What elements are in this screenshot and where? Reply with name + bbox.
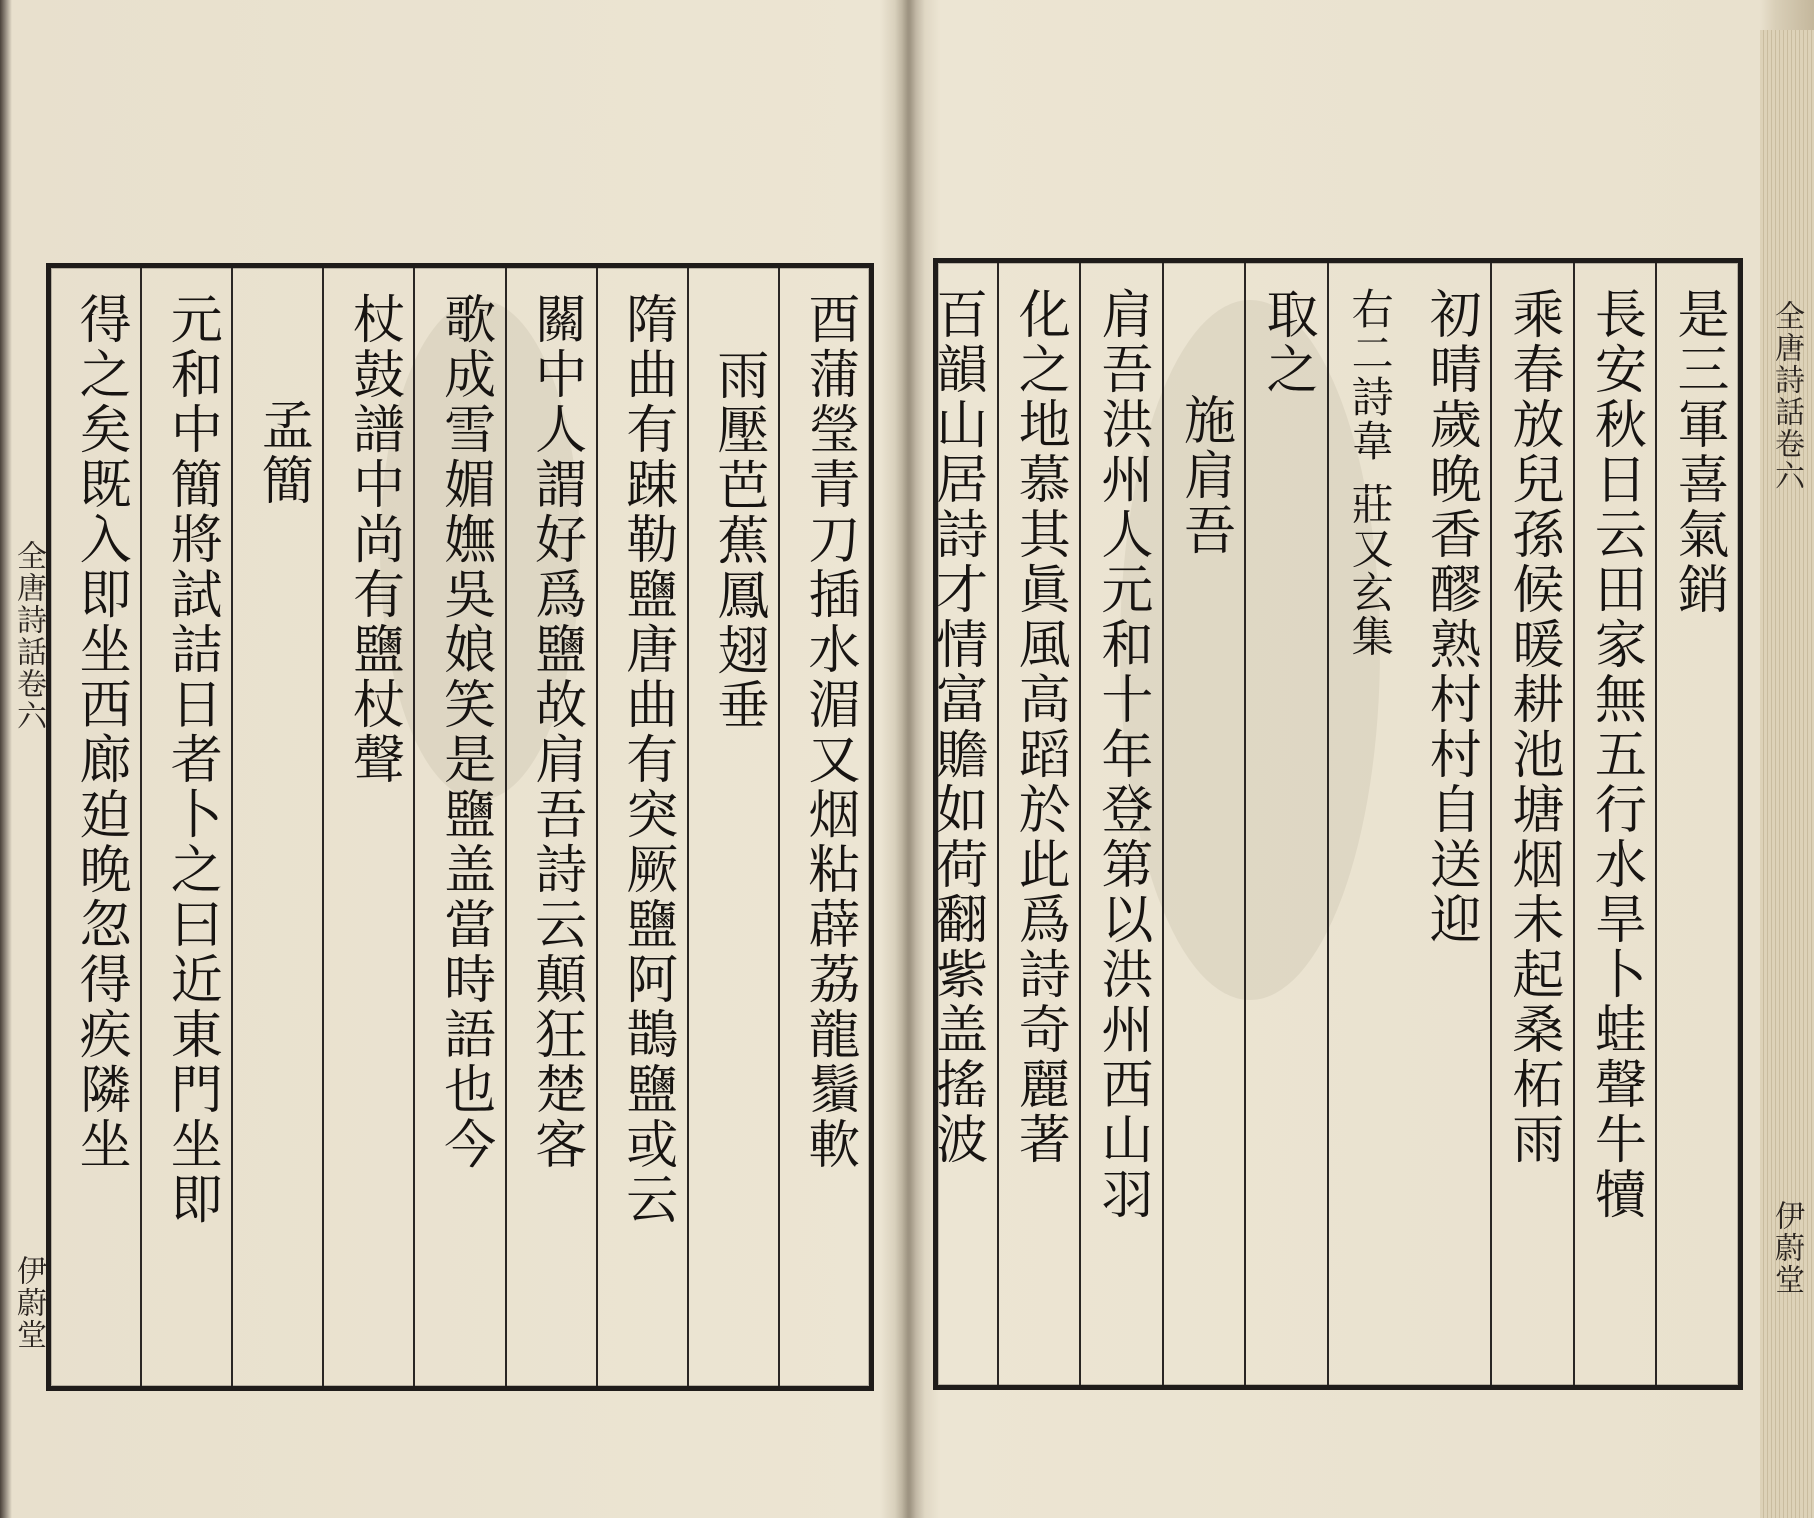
left-column-5 (413, 268, 504, 1386)
right-column-9 (916, 263, 997, 1385)
column-text: 歌成雪媚嫵吳娘笑是鹽盖當時語也今 (434, 292, 495, 1172)
column-text: 關中人謂好爲鹽故肩吾詩云顛狂楚客 (525, 292, 586, 1172)
column-text: 肩吾洪州人元和十年登第以洪州西山羽 (1091, 287, 1152, 1222)
left-column-8 (140, 268, 231, 1386)
column-text: 乘春放兒孫候暖耕池塘烟未起桑柘雨 (1502, 287, 1563, 1167)
right-page-columns (926, 263, 1738, 1385)
column-text: 得之矣既入即坐西廊廹晚忽得疾隣坐 (70, 292, 131, 1172)
right-column-7 (1079, 263, 1162, 1385)
column-text: 長安秋日云田家無五行水旱卜蛙聲牛犢 (1585, 287, 1646, 1222)
column-text: 初晴歲晚香醪熟村村自送迎 (1420, 287, 1481, 947)
right-column-3 (1490, 263, 1573, 1385)
right-margin-footer: 伊蔚堂 (1769, 1200, 1804, 1296)
left-column-1 (778, 268, 869, 1386)
column-text: 杖鼓譜中尚有鹽杖聲 (343, 292, 404, 787)
commentary-note-left: 莊又玄集 (1345, 482, 1395, 659)
column-text: 取之 (1257, 287, 1318, 397)
column-text: 元和中簡將試詰日者卜之曰近東門坐即 (161, 292, 222, 1227)
column-text: 是三軍喜氣銷 (1668, 287, 1728, 617)
right-column-1 (1655, 263, 1738, 1385)
left-margin-footer: 伊蔚堂 (11, 1255, 46, 1351)
left-page-columns (51, 268, 869, 1386)
right-column-2 (1573, 263, 1656, 1385)
left-margin-title: 全唐詩話卷六 (11, 540, 46, 732)
column-text: 雨壓芭蕉鳳翅垂 (707, 348, 768, 733)
right-page-frame (926, 258, 1743, 1390)
section-heading: 孟簡 (252, 398, 313, 508)
commentary-note-right: 右二詩韋 (1345, 287, 1395, 463)
section-heading: 施肩吾 (1174, 393, 1235, 558)
left-column-3 (596, 268, 687, 1386)
column-text: 隋曲有踈勒鹽唐曲有突厥鹽阿鵲鹽或云 (616, 292, 677, 1227)
right-column-6-heading (1162, 263, 1245, 1385)
column-text: 化之地慕其眞風高蹈於此爲詩奇麗著 (1009, 287, 1070, 1167)
left-column-6 (322, 268, 413, 1386)
left-column-7-heading (231, 268, 322, 1386)
left-column-2 (687, 268, 778, 1386)
left-page-frame (46, 263, 874, 1391)
right-column-4 (1327, 263, 1490, 1385)
right-column-5 (1244, 263, 1327, 1385)
left-column-4 (505, 268, 596, 1386)
column-text: 百韻山居詩才情富贍如荷翻紫盖搖波 (926, 287, 987, 1167)
right-column-8 (997, 263, 1080, 1385)
right-margin-title: 全唐詩話卷六 (1769, 300, 1804, 492)
column-text: 酉蒲瑩青刀插水湄又烟粘薜荔龍鬚軟 (799, 292, 859, 1172)
left-column-9 (51, 268, 140, 1386)
